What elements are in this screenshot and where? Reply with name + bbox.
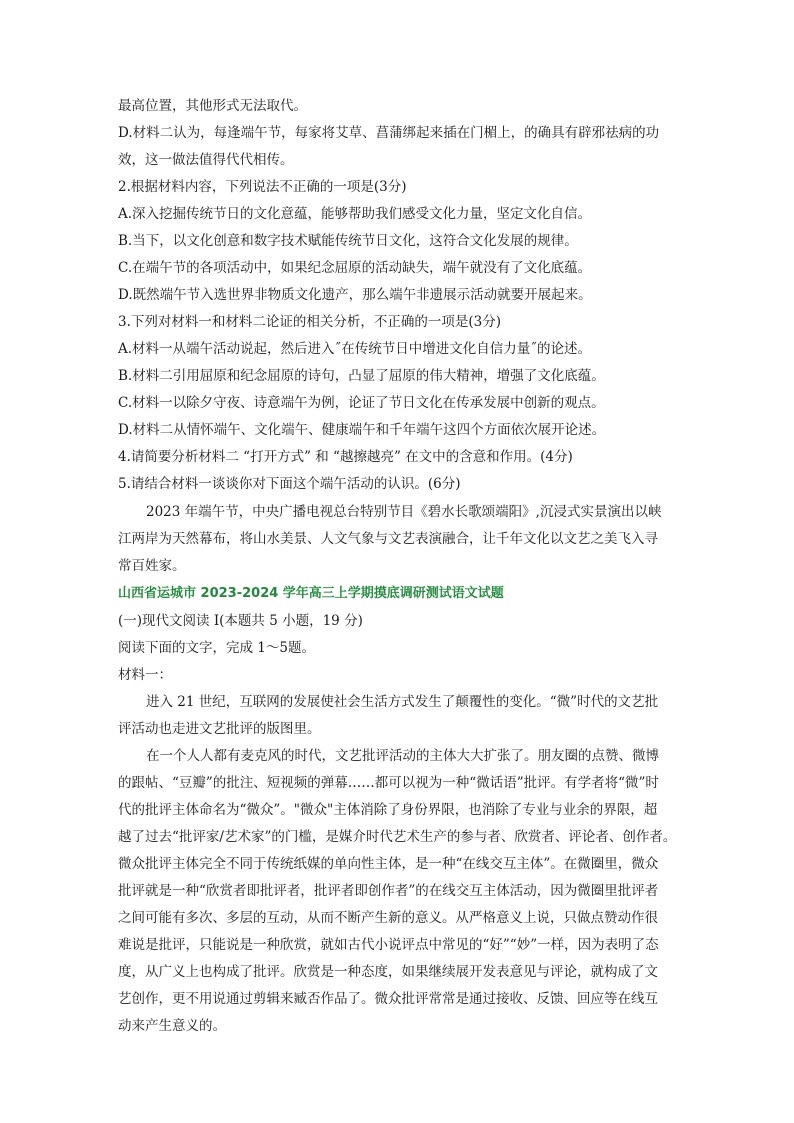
option-b: B.材料二引用屈原和纪念屈原的诗句，凸显了屈原的伟大精神，增强了文化底蕴。 bbox=[118, 368, 605, 384]
instruction: 阅读下面的文字，完成 1～5题。 bbox=[118, 640, 315, 656]
question-5: 5.请结合材料一谈谈你对下面这个端午活动的认识。(6分) bbox=[118, 476, 461, 492]
paragraph-line: 在一个人人都有麦克风的时代，文艺批评活动的主体大大扩张了。朋友圈的点赞、微博 bbox=[146, 748, 659, 764]
paragraph-line: 越了过去“批评家/艺术家”的门槛，是媒介时代艺术生产的参与者、欣赏者、评论者、创作者。 bbox=[118, 829, 677, 845]
question-3: 3.下列对材料一和材料二论证的相关分析，不正确的一项是(3分) bbox=[118, 314, 502, 330]
question-2: 2.根据材料内容，下列说法不正确的一项是(3分) bbox=[118, 179, 407, 195]
paragraph-line: 的跟帖、“豆瓣”的批注、短视频的弹幕……都可以视为一种“微话语”批评。有学者将“微”时 bbox=[118, 775, 659, 791]
paragraph-line: 进入 21 世纪，互联网的发展使社会生活方式发生了颠覆性的变化。“微”时代的文艺批 bbox=[146, 694, 659, 710]
paragraph-line: 艺创作，更不用说通过剪辑来臧否作品了。微众批评常常是通过接收、反馈、回应等在线互 bbox=[118, 991, 658, 1007]
paragraph-line: 动来产生意义的。 bbox=[118, 1018, 226, 1034]
paragraph-line: 评活动也走进文艺批评的版图里。 bbox=[118, 721, 321, 737]
material-label: 材料一： bbox=[118, 667, 172, 683]
text-line: 最高位置，其他形式无法取代。 bbox=[118, 98, 307, 114]
paragraph-line: 常百姓家。 bbox=[118, 558, 186, 574]
option-d: D.既然端午节入选世界非物质文化遗产，那么端午非遗展示活动就要开展起来。 bbox=[118, 287, 592, 303]
section-subtitle: (一)现代文阅读 I(本题共 5 小题，19 分) bbox=[118, 613, 363, 629]
paragraph-line: 度，从广义上也构成了批评。欣赏是一种态度，如果继续展开发表意见与评论，就构成了文 bbox=[118, 964, 658, 980]
paragraph-line: 之间可能有多次、多层的互动，从而不断产生新的意义。从严格意义上说，只做点赞动作很 bbox=[118, 910, 658, 926]
paragraph-line: 微众批评主体完全不同于传统纸媒的单向性主体，是一种“在线交互主体”。在微圈里，微众 bbox=[118, 856, 659, 872]
option-b: B.当下，以文化创意和数字技术赋能传统节日文化，这符合文化发展的规律。 bbox=[118, 233, 578, 249]
option-a: A.材料一从端午活动说起，然后进入˝在传统节日中增进文化自信力量˝的论述。 bbox=[118, 341, 592, 357]
option-d: D.材料二从情怀端午、文化端午、健康端午和千年端午这四个方面依次展开论述。 bbox=[118, 422, 606, 438]
option-d-line: D.材料二认为，每逢端午节，每家将艾草、菖蒲绑起来插在门楣上，的确具有辟邪祛病的功 bbox=[118, 125, 660, 141]
paragraph-line: 2023 年端午节，中央广播电视总台特别节目《碧水长歌颂端阳》,沉浸式实景演出以峡 bbox=[146, 504, 662, 520]
paragraph-line: 江两岸为天然幕布，将山水美景、人文气象与文艺表演融合，让千年文化以文艺之美飞入寻 bbox=[118, 531, 658, 547]
option-c: C.在端午节的各项活动中，如果纪念屈原的活动缺失，端午就没有了文化底蕴。 bbox=[118, 260, 592, 276]
question-4: 4.请简要分析材料二 “打开方式” 和 “越擦越亮” 在文中的含意和作用。(4分) bbox=[118, 449, 573, 465]
option-c: C.材料一以除夕守夜、诗意端午为例，论证了节日文化在传承发展中创新的观点。 bbox=[118, 395, 605, 411]
section-heading: 山西省运城市 2023-2024 学年高三上学期摸底调研测试语文试题 bbox=[118, 586, 504, 601]
option-a: A.深入挖掘传统节日的文化意蕴，能够帮助我们感受文化力量，坚定文化自信。 bbox=[118, 206, 592, 222]
paragraph-line: 代的批评主体命名为“微众”。"微众"主体消除了身份界限，也消除了专业与业余的界限，超 bbox=[118, 802, 658, 818]
paragraph-line: 难说是批评，只能说是一种欣赏，就如古代小说评点中常见的“好”“妙”一样，因为表明了态 bbox=[118, 937, 659, 953]
paragraph-line: 批评就是一种“欣赏者即批评者，批评者即创作者”的在线交互主体活动，因为微圈里批评者 bbox=[118, 883, 659, 899]
text-line: 效，这一做法值得代代相传。 bbox=[118, 152, 294, 168]
